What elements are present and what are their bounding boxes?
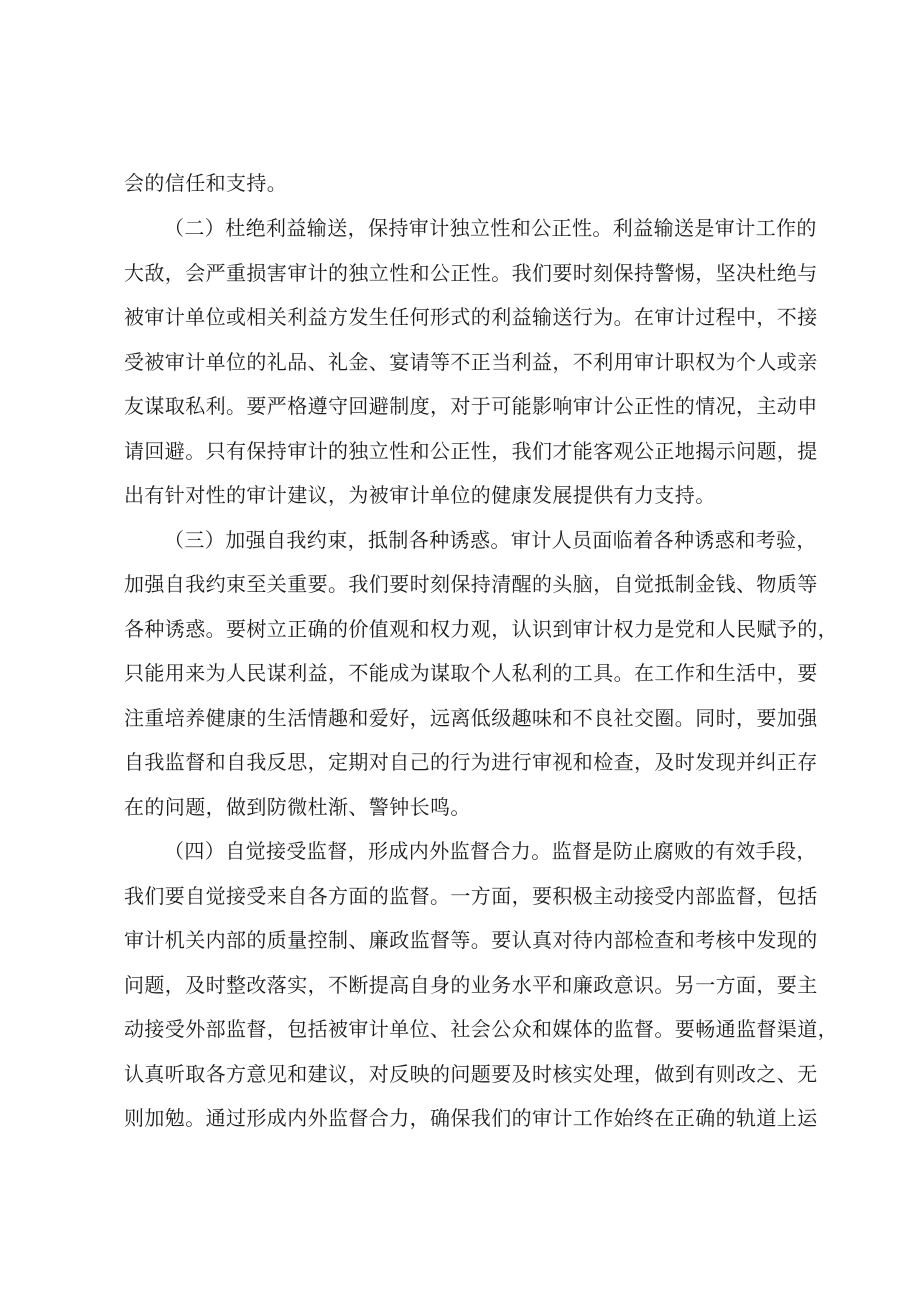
paragraph-3-line-4: 只能用来为人民谋利益，不能成为谋取个人私利的工具。在工作和生活中，要: [124, 661, 818, 685]
paragraph-2-line-2: 大敌，会严重损害审计的独立性和公正性。我们要时刻保持警惕，坚决杜绝与: [124, 261, 818, 285]
paragraph-2-line-7: 出有针对性的审计建议，为被审计单位的健康发展提供有力支持。: [124, 483, 716, 507]
paragraph-3-line-1: （三）加强自我约束，抵制各种诱惑。审计人员面临着各种诱惑和考验，: [164, 528, 817, 552]
paragraph-1-line-1: 会的信任和支持。: [124, 171, 288, 195]
paragraph-4-line-7: 则加勉。通过形成内外监督合力，确保我们的审计工作始终在正确的轨道上运: [124, 1106, 818, 1130]
paragraph-2-line-3: 被审计单位或相关利益方发生任何形式的利益输送行为。在审计过程中，不接: [124, 305, 818, 329]
paragraph-4-line-5: 动接受外部监督，包括被审计单位、社会公众和媒体的监督。要畅通监督渠道，: [124, 1017, 838, 1041]
paragraph-2-line-4: 受被审计单位的礼品、礼金、宴请等不正当利益，不利用审计职权为个人或亲: [124, 350, 818, 374]
paragraph-4-line-1: （四）自觉接受监督，形成内外监督合力。监督是防止腐败的有效手段，: [164, 839, 817, 863]
paragraph-3-line-6: 自我监督和自我反思，定期对自己的行为进行审视和检查，及时发现并纠正存: [124, 750, 818, 774]
paragraph-3-line-2: 加强自我约束至关重要。我们要时刻保持清醒的头脑，自觉抵制金钱、物质等: [124, 572, 818, 596]
paragraph-2-line-5: 友谋取私利。要严格遵守回避制度，对于可能影响审计公正性的情况，主动申: [124, 394, 818, 418]
paragraph-4-line-2: 我们要自觉接受来自各方面的监督。一方面，要积极主动接受内部监督，包括: [124, 884, 818, 908]
paragraph-3-line-3: 各种诱惑。要树立正确的价值观和权力观，认识到审计权力是党和人民赋予的，: [124, 617, 838, 641]
paragraph-2-line-1: （二）杜绝利益输送，保持审计独立性和公正性。利益输送是审计工作的: [164, 216, 817, 240]
paragraph-3-line-5: 注重培养健康的生活情趣和爱好，远离低级趣味和不良社交圈。同时，要加强: [124, 706, 818, 730]
paragraph-4-line-6: 认真听取各方意见和建议，对反映的问题要及时核实处理，做到有则改之、无: [124, 1062, 818, 1086]
paragraph-3-line-7: 在的问题，做到防微杜渐、警钟长鸣。: [124, 795, 471, 819]
paragraph-4-line-3: 审计机关内部的质量控制、廉政监督等。要认真对待内部检查和考核中发现的: [124, 928, 818, 952]
paragraph-4-line-4: 问题，及时整改落实，不断提高自身的业务水平和廉政意识。另一方面，要主: [124, 973, 818, 997]
paragraph-2-line-6: 请回避。只有保持审计的独立性和公正性，我们才能客观公正地揭示问题，提: [124, 439, 818, 463]
